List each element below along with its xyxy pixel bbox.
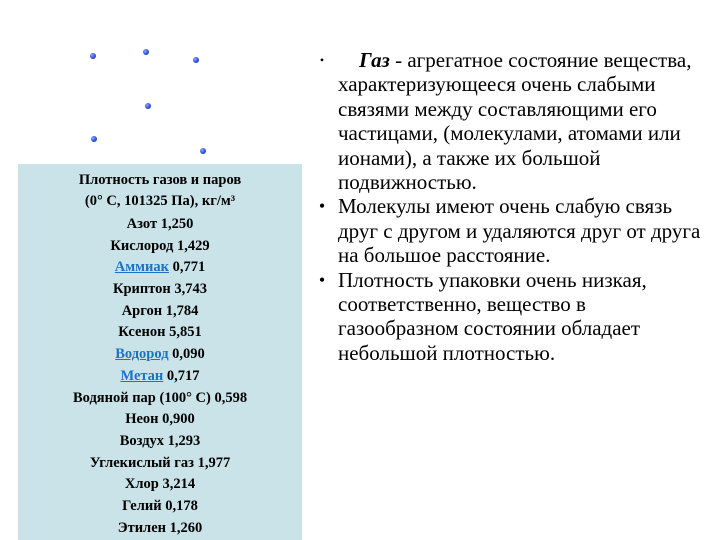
density-row — [18, 474, 302, 496]
gas-particle — [193, 57, 199, 63]
gas-density-value: 1,293 — [167, 432, 201, 449]
density-text: Плотность упаковки очень низкая, соответственно, вещество в газообразном состоянии обладает небольшой плотностью. — [338, 267, 647, 365]
gas-name: Этилен — [117, 519, 166, 536]
gas-density-value: 0,717 — [166, 367, 200, 384]
density-row — [18, 409, 302, 431]
gas-name: Неон — [125, 411, 159, 428]
gas-name: Углекислый газ — [89, 454, 194, 471]
density-row — [18, 366, 302, 388]
gas-name: Хлор — [124, 476, 159, 493]
gas-name: Криптон — [112, 281, 171, 298]
gas-density-value: 1,260 — [169, 519, 203, 536]
gas-name: Кислород — [110, 237, 174, 254]
density-table — [18, 164, 302, 540]
molecules-text: Молекулы имеют очень слабую связь друг с другом и удаляются друг от друга на большое расстояние. — [338, 194, 701, 268]
gas-particle — [145, 103, 151, 109]
gas-term: Газ — [359, 48, 390, 72]
gas-name: Ксенон — [118, 324, 166, 341]
gas-definition-text: - агрегатное состояние вещества, характеризующееся очень слабыми связями между составляющими его частицами, (молекулами, атомами или ионами), а также их большой подвижностью. — [338, 48, 692, 195]
density-row — [18, 496, 302, 518]
density-row — [18, 322, 302, 344]
bullet-icon: • — [319, 53, 325, 67]
density-table-title — [18, 170, 302, 212]
gas-particle — [91, 136, 97, 142]
bullet-gas-definition — [306, 48, 706, 194]
density-title-line2: (0° С, 101325 Па), кг/м³ — [84, 193, 236, 209]
gas-density-value: 0,771 — [172, 259, 206, 276]
density-title-line1: Плотность газов и паров — [78, 172, 242, 188]
density-row — [18, 257, 302, 279]
density-row — [18, 301, 302, 323]
gas-density-value: 3,214 — [162, 476, 196, 493]
bullet-icon: • — [318, 196, 326, 217]
gas-density-value: 0,900 — [162, 411, 195, 428]
gas-density-value: 0,178 — [165, 497, 198, 514]
density-row — [18, 344, 302, 366]
gas-name[interactable]: Водород — [115, 346, 169, 363]
gas-density-value: 1,250 — [160, 216, 194, 232]
gas-name: Гелий — [122, 497, 162, 514]
gas-description — [306, 48, 706, 365]
gas-particle — [90, 53, 96, 59]
gas-name[interactable]: Аммиак — [114, 259, 169, 276]
gas-density-value: 5,851 — [169, 324, 202, 341]
gas-name: Аргон — [121, 302, 163, 319]
bullet-molecules — [306, 194, 706, 267]
gas-density-value: 0,598 — [214, 389, 248, 406]
bullet-icon: • — [318, 269, 326, 290]
density-rows — [18, 214, 302, 539]
density-row — [18, 453, 302, 475]
density-row — [18, 214, 302, 236]
density-row — [18, 518, 302, 540]
density-row — [18, 279, 302, 301]
gas-particle — [143, 49, 149, 55]
gas-density-value: 1,784 — [165, 302, 199, 319]
gas-density-value: 1,977 — [197, 454, 231, 471]
density-row — [18, 431, 302, 453]
gas-name: Азот — [126, 216, 158, 232]
gas-particle — [200, 148, 206, 154]
density-row — [18, 236, 302, 258]
gas-density-value: 0,090 — [172, 346, 205, 363]
gas-name: Водяной пар (100° С) — [72, 389, 211, 406]
bullet-density — [306, 268, 706, 366]
gas-density-value: 3,743 — [174, 281, 208, 298]
density-row — [18, 388, 302, 410]
gas-density-value: 1,429 — [176, 237, 210, 254]
gas-name[interactable]: Метан — [120, 367, 164, 384]
gas-name: Воздух — [119, 432, 165, 449]
